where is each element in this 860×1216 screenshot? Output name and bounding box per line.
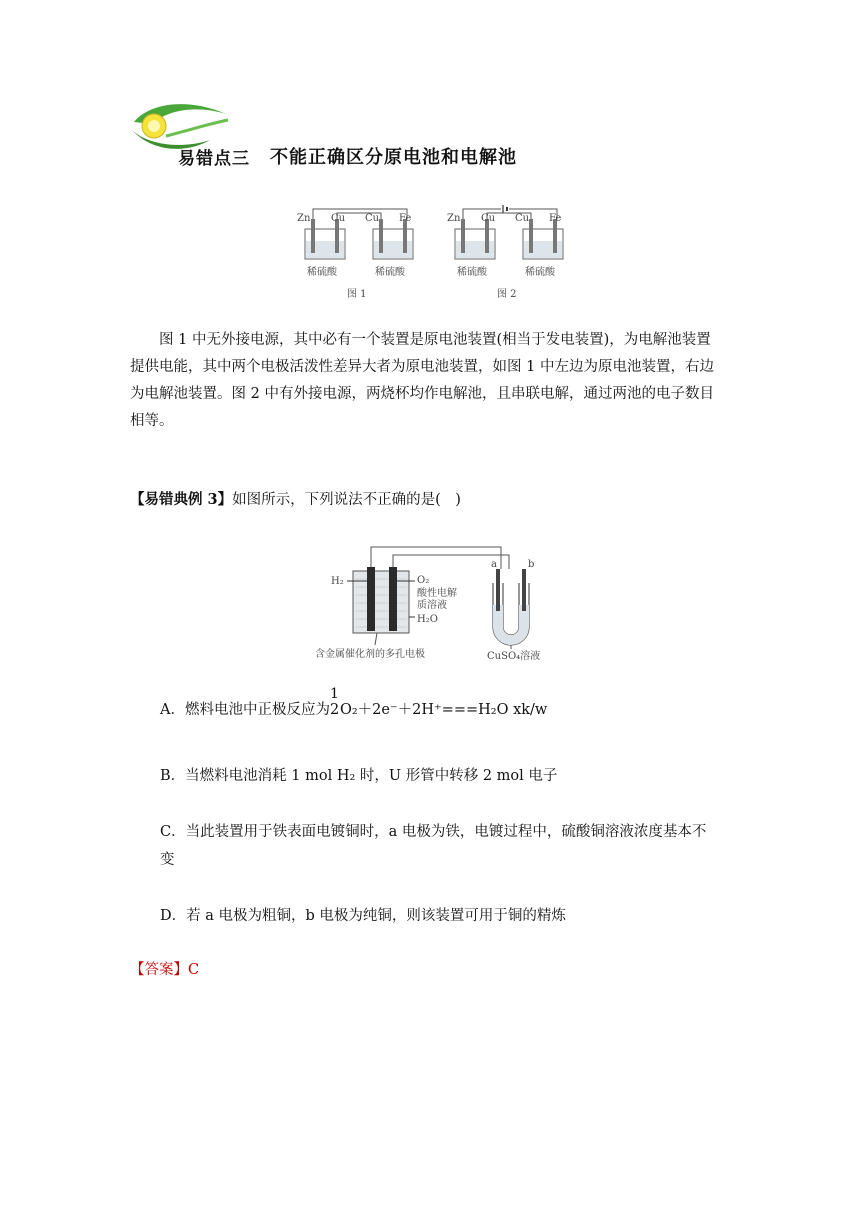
fig2-solution-left: 稀硫酸 (457, 267, 487, 278)
fig2-zn: Zn (447, 213, 461, 224)
option-c-line-2: 变 (160, 852, 175, 868)
electrolyte-label-2: 质溶液 (417, 600, 447, 611)
heading-tag: 易错点三 (178, 149, 250, 169)
example-text: 如图所示，下列说法不正确的是( ) (232, 492, 461, 508)
explanation-line-1: 图 1 中无外接电源，其中必有一个装置是原电池装置(相当于发电装置)，为电解池装置 (159, 332, 711, 348)
figure-1 (297, 209, 413, 300)
option-a-prefix: A．燃料电池中正极反应为 (160, 702, 330, 718)
fig1-cu-left: Cu (331, 213, 346, 224)
fig1-solution-right: 稀硫酸 (375, 267, 405, 278)
fig1-zn: Zn (297, 213, 311, 224)
one-half-fraction (329, 686, 340, 718)
explanation-line-3: 为电解池装置。图 2 中有外接电源，两烧杯均作电解池，且串联电解，通过两池的电子数目 (130, 386, 714, 402)
electrode-caption: 含金属催化剂的多孔电极 (315, 649, 425, 660)
beaker-figures (295, 205, 565, 300)
fig1-cu-right: Cu (365, 213, 380, 224)
fraction-denominator: 2 (329, 702, 340, 718)
fig2-cu-left: Cu (481, 213, 496, 224)
option-c-line-1: C．当此装置用于铁表面电镀铜时，a 电极为铁，电镀过程中，硫酸铜溶液浓度基本不 (160, 824, 707, 840)
fig1-solution-left: 稀硫酸 (307, 267, 337, 278)
option-c (160, 818, 730, 874)
example-prefix: 【易错典例 3】 (130, 491, 233, 508)
answer-label: 【答案】 (130, 962, 188, 978)
option-a-rest: O₂＋2e⁻＋2H⁺===H₂O xk/w (339, 702, 548, 718)
fuel-cell-figure (305, 545, 575, 670)
fig2-fe: Fe (549, 213, 562, 224)
fig1-fe: Fe (399, 213, 412, 224)
cuso4-label: CuSO₄溶液 (487, 651, 541, 662)
option-a (160, 686, 548, 719)
option-b: B．当燃料电池消耗 1 mol H₂ 时，U 形管中转移 2 mol 电子 (160, 768, 558, 784)
option-d: D．若 a 电极为粗铜，b 电极为纯铜，则该装置可用于铜的精炼 (160, 908, 566, 924)
explanation-line-2: 提供电能，其中两个电极活泼性差异大者为原电池装置，如图 1 中左边为原电池装置，右边 (130, 359, 714, 375)
electrode-b-label: b (528, 559, 535, 570)
fig2-solution-right: 稀硫酸 (525, 267, 555, 278)
h2-label: H₂ (331, 576, 344, 587)
section-heading (130, 100, 550, 180)
explanation-line-4: 相等。 (130, 413, 174, 429)
fig2-caption: 图 2 (497, 289, 517, 300)
o2-label: O₂ (417, 575, 430, 586)
figure-2 (447, 205, 563, 300)
electrode-a-label: a (491, 559, 497, 570)
example-question (130, 488, 461, 509)
answer-value: C (188, 962, 200, 978)
h2o-label: H₂O (417, 614, 438, 625)
explanation-paragraph (130, 327, 730, 435)
fraction-numerator: 1 (329, 686, 339, 702)
heading-title: 不能正确区分原电池和电解池 (270, 147, 517, 168)
fig1-caption: 图 1 (347, 289, 367, 300)
fig2-cu-right: Cu (515, 213, 530, 224)
answer (130, 958, 199, 979)
electrolyte-label-1: 酸性电解 (417, 588, 457, 599)
